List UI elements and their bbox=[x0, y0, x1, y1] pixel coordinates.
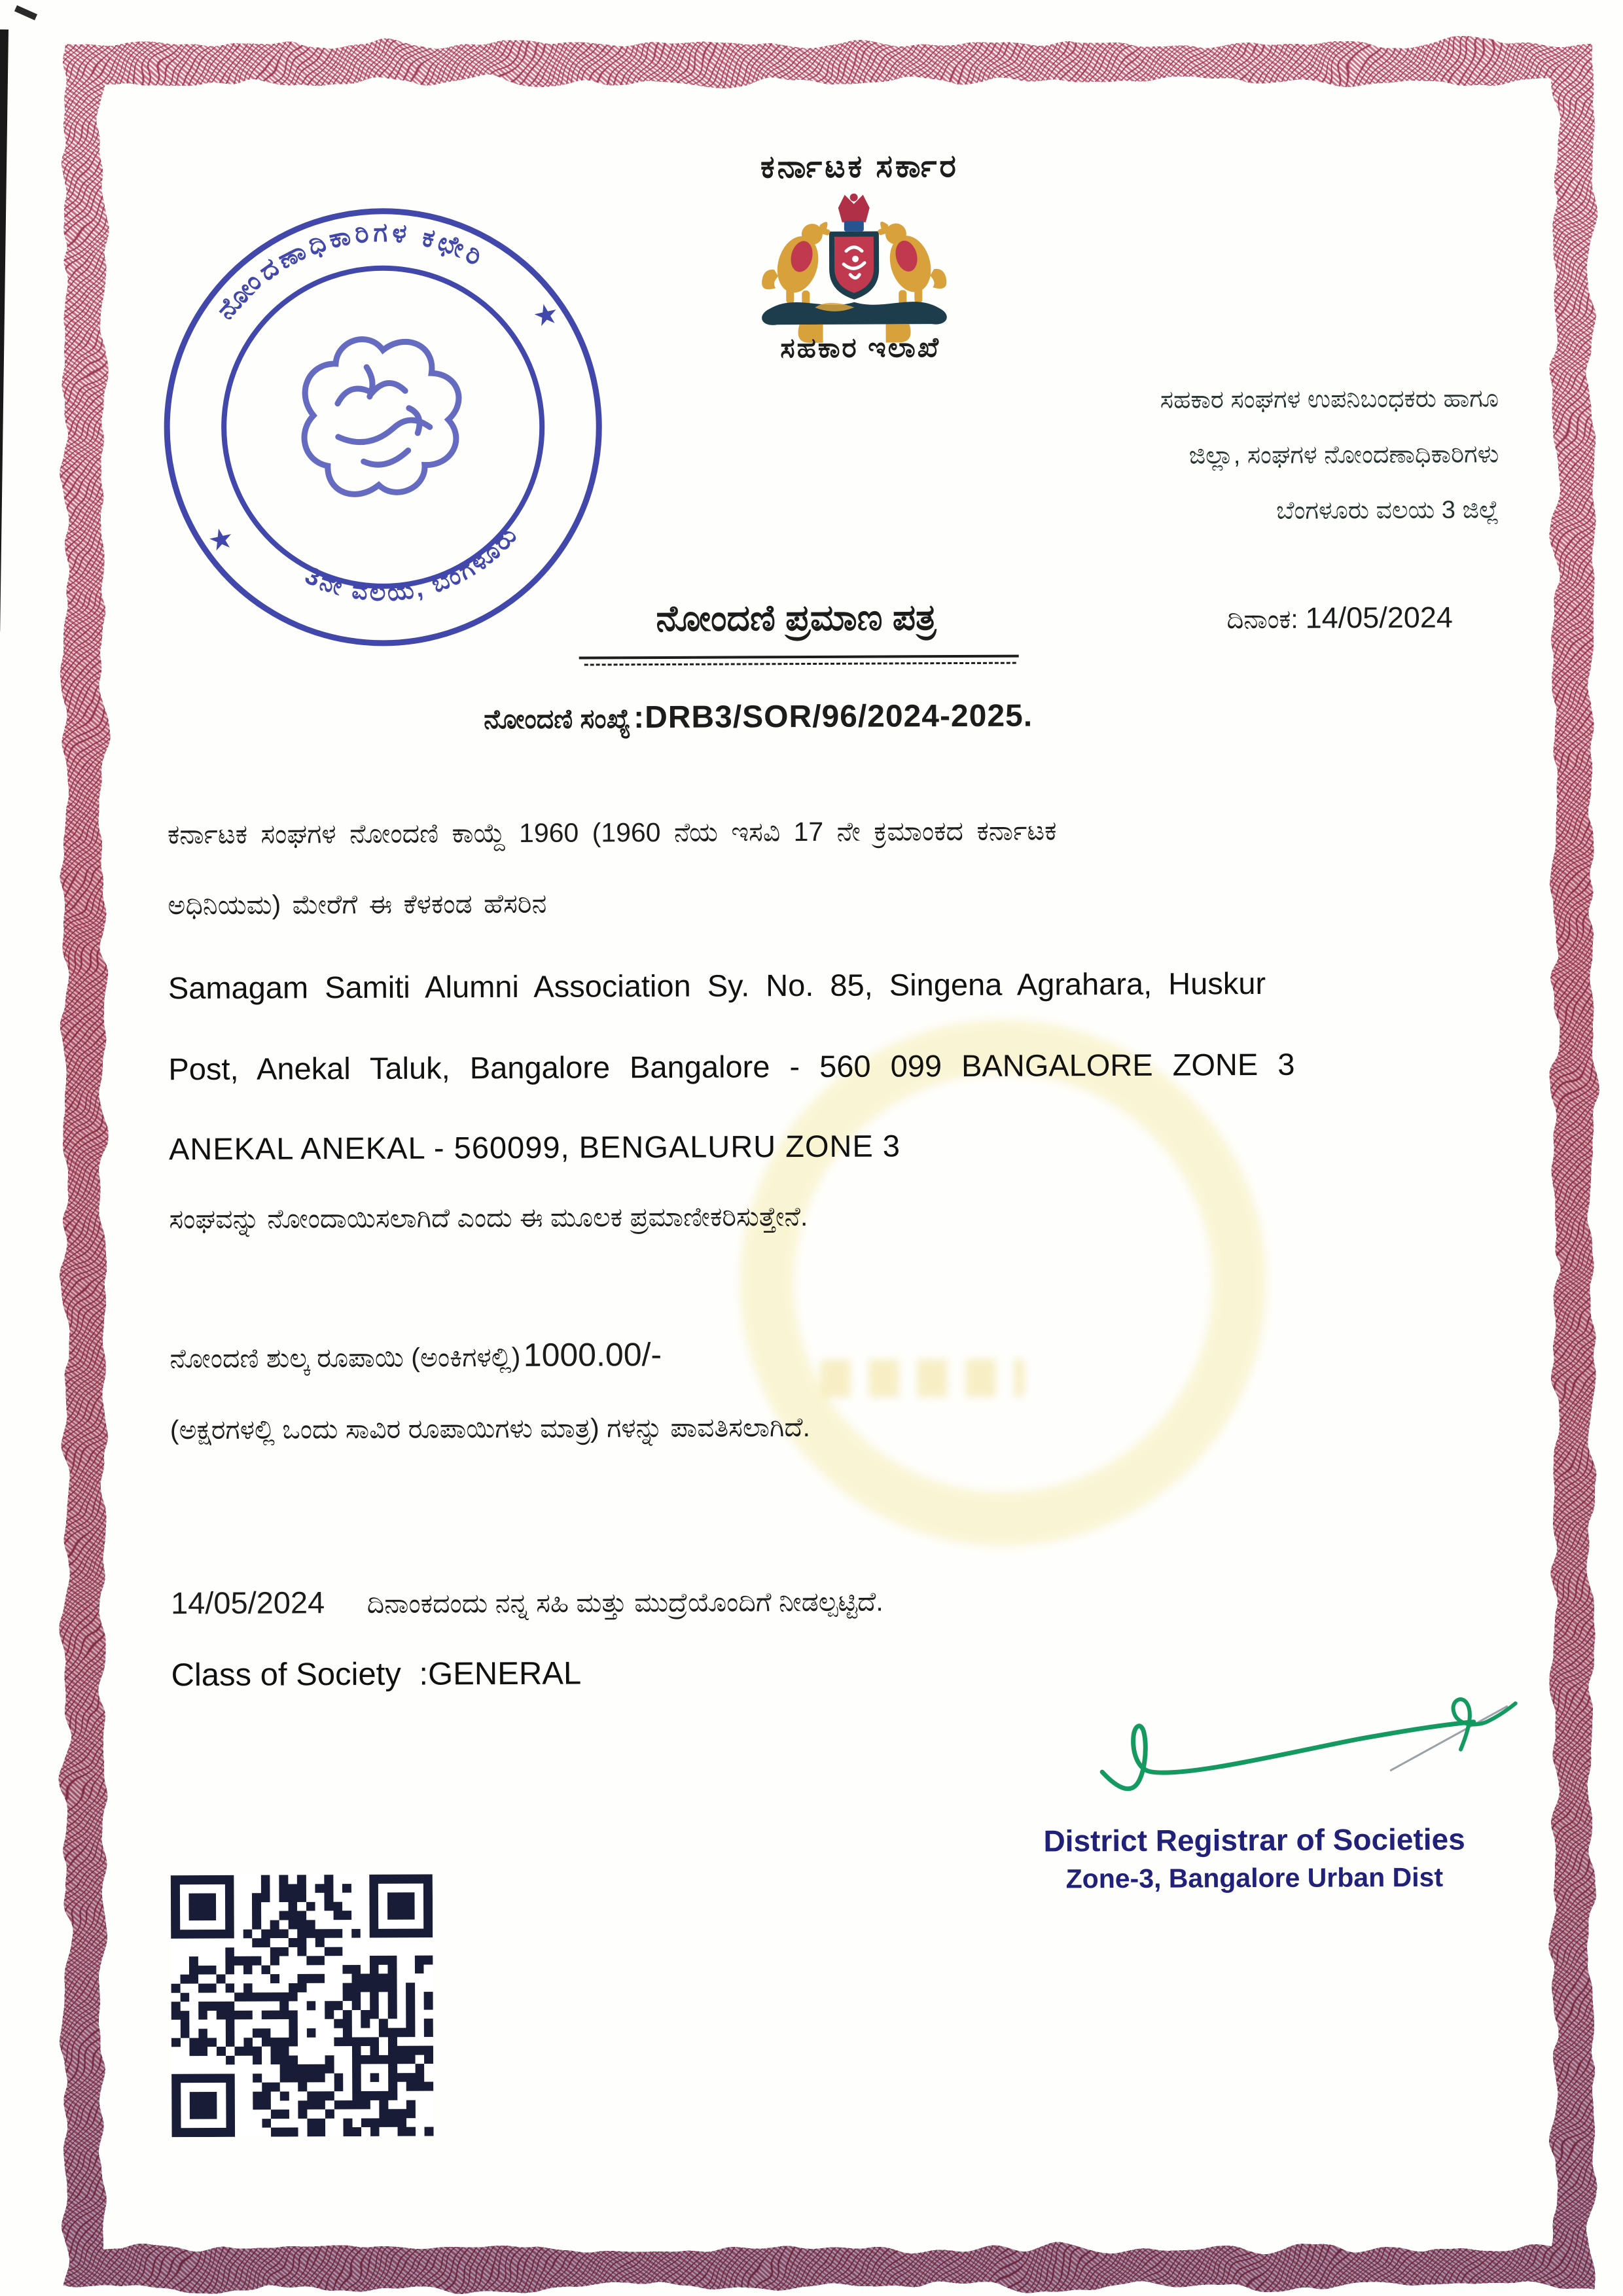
watermark-seal-ghost bbox=[739, 1019, 1268, 1547]
date-value: 14/05/2024 bbox=[1305, 600, 1453, 635]
seal-bottom-text: 3ನೇ ವಲಯ, ಬೆಂಗಳೂರು bbox=[300, 520, 524, 607]
seal-emblem-impression bbox=[286, 321, 476, 510]
government-title: ಕರ್ನಾಟಕ ಸರ್ಕಾರ bbox=[760, 149, 959, 185]
registration-number-row bbox=[484, 698, 1033, 737]
title-underline bbox=[579, 655, 1019, 660]
society-address-line-3: ANEKAL ANEKAL - 560099, BENGALURU ZONE 3 bbox=[168, 1128, 901, 1167]
watermark-text-ghost bbox=[820, 1359, 1024, 1398]
class-of-society-value: :GENERAL bbox=[419, 1655, 582, 1692]
qr-code bbox=[171, 1875, 434, 2138]
issue-statement: ದಿನಾಂಕದಂದು ನನ್ನ ಸಹಿ ಮತ್ತು ಮುದ್ರೆಯೊಂದಿಗೆ ನೀಡಲ್ಪಟ್ಟಿದೆ. bbox=[366, 1586, 883, 1619]
issue-row bbox=[171, 1582, 883, 1621]
registrar-title-line-1: District Registrar of Societies bbox=[1043, 1822, 1465, 1858]
act-text-line-2: ಅಧಿನಿಯಮ) ಮೇರೆಗೆ ಈ ಕೆಳಕಂಡ ಹೆಸರಿನ bbox=[168, 888, 547, 921]
title-underline-dashed bbox=[584, 662, 1016, 666]
office-line-3: ಬೆಂಗಳೂರು ವಲಯ 3 ಜಿಲ್ಲೆ bbox=[1275, 496, 1499, 525]
registration-number-label: ನೋಂದಣಿ ಸಂಖ್ಯೆ bbox=[484, 703, 631, 735]
fee-label: ನೋಂದಣಿ ಶುಲ್ಕ ರೂಪಾಯಿ (ಅಂಕಿಗಳಲ್ಲಿ) bbox=[169, 1341, 521, 1374]
issue-date: 14/05/2024 bbox=[170, 1585, 325, 1621]
certificate-title: ನೋಂದಣಿ ಪ್ರಮಾಣ ಪತ್ರ bbox=[656, 597, 936, 639]
certificate-date-row bbox=[1226, 601, 1453, 636]
registrar-office-seal bbox=[153, 197, 613, 657]
fee-amount: 1000.00/- bbox=[523, 1336, 662, 1373]
act-text-line-1: ಕರ್ನಾಟಕ ಸಂಘಗಳ ನೋಂದಣಿ ಕಾಯ್ದೆ 1960 (1960 ನೆಯ ಇಸವಿ 17 ನೇ ಕ್ರಮಾಂಕದ ಕರ್ನಾಟಕ bbox=[167, 815, 1057, 850]
registrar-signature bbox=[1024, 1672, 1574, 1845]
fee-row bbox=[169, 1335, 662, 1375]
class-of-society-row bbox=[171, 1655, 581, 1694]
department-title: ಸಹಕಾರ ಇಲಾಖೆ bbox=[780, 332, 941, 364]
star-icon: ★ bbox=[529, 296, 562, 334]
fee-in-words: (ಅಕ್ಷರಗಳಲ್ಲಿ ಒಂದು ಸಾವಿರ ರೂಪಾಯಿಗಳು ಮಾತ್ರ) ಗಳನ್ನು ಪಾವತಿಸಲಾಗಿದೆ. bbox=[169, 1412, 811, 1445]
star-icon: ★ bbox=[205, 521, 238, 558]
certify-statement: ಸಂಘವನ್ನು ನೋಂದಾಯಿಸಲಾಗಿದೆ ಎಂದು ಈ ಮೂಲಕ ಪ್ರಮಾಣೀಕರಿಸುತ್ತೇನೆ. bbox=[169, 1201, 808, 1235]
office-line-1: ಸಹಕಾರ ಸಂಘಗಳ ಉಪನಿಬಂಧಕರು ಹಾಗೂ bbox=[1160, 385, 1499, 414]
society-address-line-2: Post, Anekal Taluk, Bangalore Bangalore - 560 099 BANGALORE ZONE 3 bbox=[168, 1046, 1295, 1087]
registration-number-value: :DRB3/SOR/96/2024-2025. bbox=[633, 698, 1033, 735]
seal-top-text: ನೋಂದಣಾಧಿಕಾರಿಗಳ ಕಛೇರಿ bbox=[211, 218, 490, 325]
society-name-line-1: Samagam Samiti Alumni Association Sy. No. 85, Singena Agrahara, Huskur bbox=[168, 965, 1266, 1006]
class-of-society-label: Class of Society bbox=[171, 1656, 401, 1693]
registrar-title-line-2: Zone-3, Bangalore Urban Dist bbox=[1065, 1862, 1444, 1894]
date-label: ದಿನಾಂಕ: bbox=[1226, 605, 1298, 635]
office-line-2: ಜಿಲ್ಲಾ, ಸಂಘಗಳ ನೋಂದಣಾಧಿಕಾರಿಗಳು bbox=[1188, 440, 1499, 470]
